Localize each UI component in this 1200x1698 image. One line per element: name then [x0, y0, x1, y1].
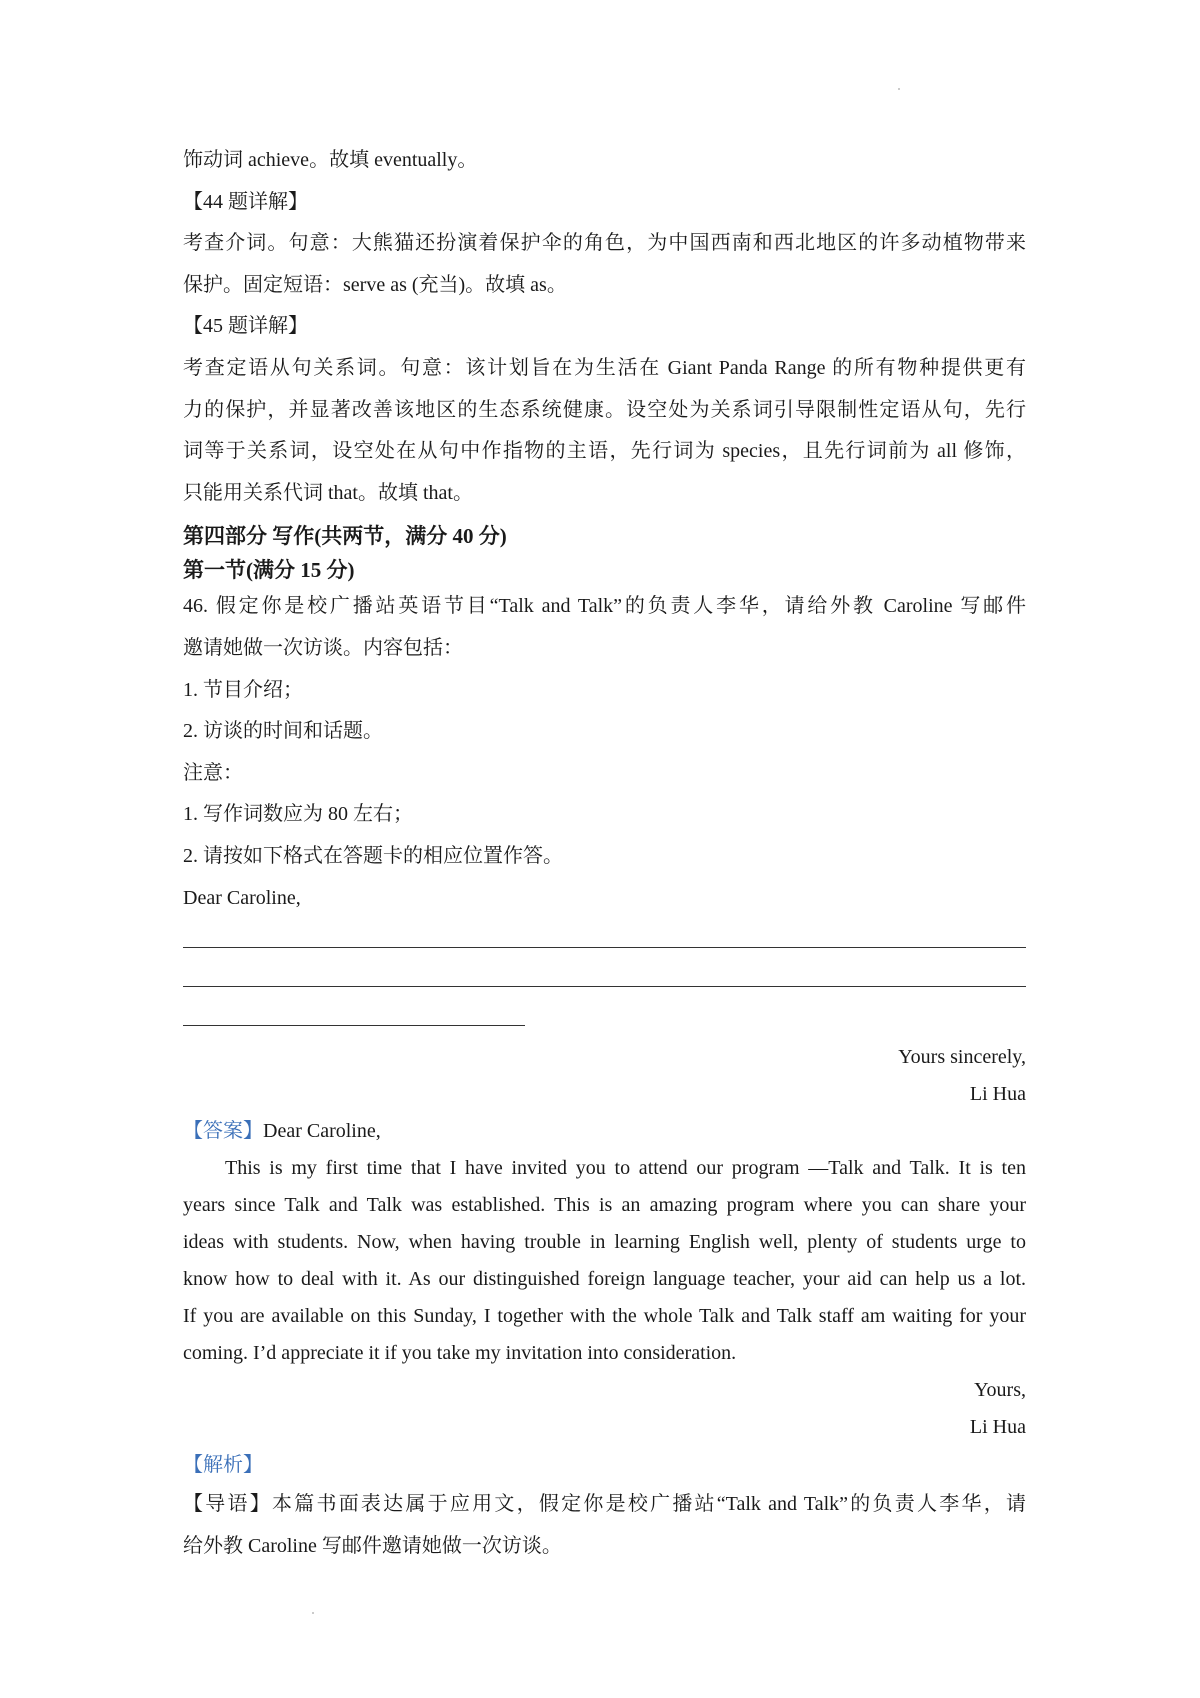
text-line: 饰动词 achieve。故填 eventually。 — [183, 149, 478, 171]
text-line: 只能用关系代词 that。故填 that。 — [183, 481, 473, 504]
writing-blank-line — [183, 919, 1026, 958]
answer-name: Li Hua — [969, 1416, 1026, 1439]
guide-line — [183, 1484, 1026, 1526]
document-page — [183, 140, 1026, 1567]
template-name: Li Hua — [969, 1083, 1026, 1106]
answer-greeting: Dear Caroline, — [263, 1120, 381, 1143]
guide-line: 给外教 Caroline 写邮件邀请她做一次访谈。 — [183, 1534, 562, 1557]
text-line: 考查定语从句关系词。句意：该计划旨在为生活在 Giant Panda Range 的所有物种提供更有 — [183, 356, 1026, 379]
essay-line: know how to deal with it. As our distinguished foreign language teacher, your aid can help us a lot. — [183, 1268, 1026, 1291]
task-line: 46. 假定你是校广播站英语节目“Talk and Talk”的负责人李华，请给外教 Caroline 写邮件 — [183, 595, 1026, 618]
essay-line: years since Talk and Talk was established. This is an amazing program where you can share your — [183, 1194, 1026, 1217]
question-detail-heading: 【45 题详解】 — [183, 315, 308, 338]
task-line: 邀请她做一次访谈。内容包括： — [183, 636, 463, 659]
essay-line: coming. I’d appreciate it if you take my invitation into consideration. — [183, 1342, 737, 1365]
answer-label: 【答案】 — [183, 1120, 263, 1143]
task-line: 1. 写作词数应为 80 左右； — [183, 803, 413, 826]
task-line: 2. 访谈的时间和话题。 — [183, 720, 383, 743]
text-line: 词等于关系词，设空处在从句中作指物的主语，先行词为 species，且先行词前为 all 修饰， — [183, 440, 1026, 463]
answer-sign-off: Yours, — [974, 1379, 1026, 1402]
task-line: 注意： — [183, 761, 243, 784]
essay-line: ideas with students. Now, when having trouble in learning English well, plenty of students urge to — [183, 1231, 1026, 1254]
template-sign-off: Yours sincerely, — [898, 1046, 1026, 1069]
subsection-heading: 第一节(满分 15 分) — [183, 558, 355, 583]
scan-dot — [312, 1612, 314, 1614]
text-line: 力的保护，并显著改善该地区的生态系统健康。设空处为关系词引导限制性定语从句，先行 — [183, 398, 1026, 421]
letter-greeting: Dear Caroline, — [183, 886, 301, 909]
task-line: 2. 请按如下格式在答题卡的相应位置作答。 — [183, 844, 563, 867]
guide-text: 本篇书面表达属于应用文，假定你是校广播站“Talk and Talk”的负责人李华，请 — [271, 1493, 1026, 1516]
essay-line: This is my first time that I have invited you to attend our program —Talk and Talk. It is ten — [225, 1157, 1026, 1180]
section-heading: 第四部分 写作(共两节，满分 40 分) — [183, 524, 507, 549]
analysis-label: 【解析】 — [183, 1454, 263, 1477]
text-line: 考查介词。句意：大熊猫还扮演着保护伞的角色，为中国西南和西北地区的许多动植物带来 — [183, 232, 1026, 255]
writing-blank-line — [183, 997, 1026, 1036]
guide-label: 【导语】 — [183, 1493, 272, 1516]
question-detail-heading: 【44 题详解】 — [183, 190, 308, 213]
scan-dot — [898, 88, 900, 90]
text-line: 保护。固定短语：serve as (充当)。故填 as。 — [183, 273, 567, 296]
writing-blank-line — [183, 958, 1026, 997]
answer-greeting-line — [183, 1113, 1026, 1150]
analysis-label-line — [183, 1446, 1026, 1484]
task-line: 1. 节目介绍； — [183, 678, 303, 701]
essay-line: If you are available on this Sunday, I together with the whole Talk and Talk staff am waiting for your — [183, 1305, 1026, 1328]
